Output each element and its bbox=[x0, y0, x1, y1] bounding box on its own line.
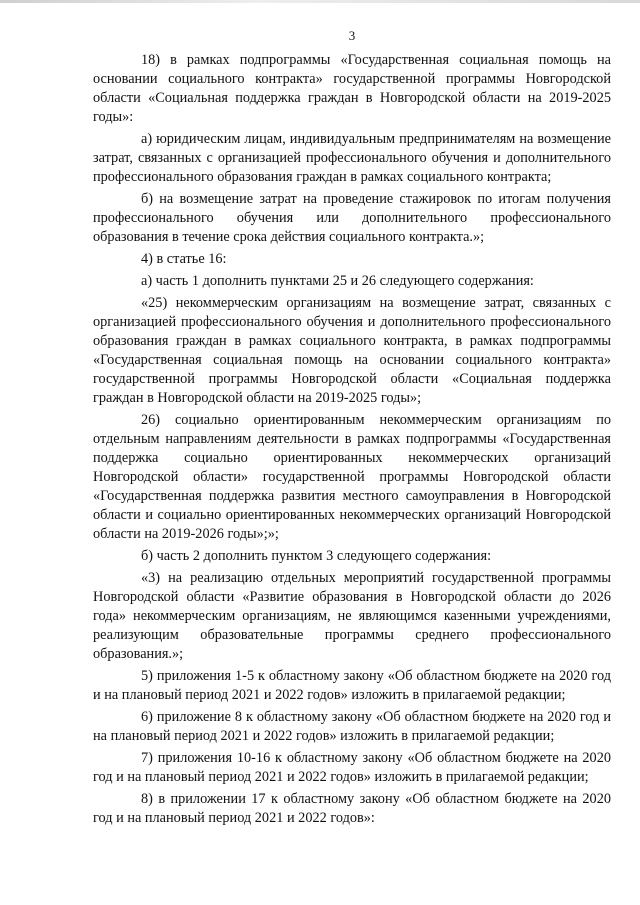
document-body bbox=[93, 51, 611, 828]
paragraph-point-25: «25) некоммерческим организациям на возмещение затрат, связанных с организацией профессионального обучения и дополнительного профессионального образования граждан в рамках социального контракта, в рамках подпрограммы «Государственная социальная помощь на основании социального контракта» государственной программы Новгородской области «Социальная поддержка граждан в Новгородской области на 2019-2025 годы»; bbox=[93, 295, 611, 406]
paragraph-subitem-b: б) на возмещение затрат на проведение стажировок по итогам получения профессионального обучения или дополнительного профессионального образования в течение срока действия социального контракта.»; bbox=[93, 191, 611, 245]
paragraph-item-7: 7) приложения 10-16 к областному закону «Об областном бюджете на 2020 год и на плановый период 2021 и 2022 годов» изложить в прилагаемой редакции; bbox=[93, 750, 611, 785]
page-number: 3 bbox=[348, 28, 356, 43]
paragraph-item-5: 5) приложения 1-5 к областному закону «Об областном бюджете на 2020 год и на плановый период 2021 и 2022 годов» изложить в прилагаемой редакции; bbox=[93, 668, 611, 703]
paragraph-part-1: а) часть 1 дополнить пунктами 25 и 26 следующего содержания: bbox=[141, 273, 534, 289]
paragraph-subitem-a: а) юридическим лицам, индивидуальным предпринимателям на возмещение затрат, связанных с организацией профессионального обучения и дополнительного профессионального образования граждан в рамках социального контракта; bbox=[93, 131, 611, 185]
paragraph-part-2: б) часть 2 дополнить пунктом 3 следующего содержания: bbox=[141, 548, 492, 564]
paragraph-point-26: 26) социально ориентированным некоммерческим организациям по отдельным направлениям деятельности в рамках подпрограммы «Государственная поддержка социально ориентированных некоммерческих организаций Новгородской области» государственной программы Новгородской области «Государственная поддержка развития местного самоуправления в Новгородской области и социально ориентированных некоммерческих организаций Новгородской области на 2019-2026 годы»;»; bbox=[93, 412, 611, 542]
paragraph-item-8: 8) в приложении 17 к областному закону «Об областном бюджете на 2020 год и на плановый период 2021 и 2022 годов»: bbox=[93, 791, 611, 826]
paragraph-item-18: 18) в рамках подпрограммы «Государственная социальная помощь на основании социального контракта» государственной программы Новгородской области «Социальная поддержка граждан в Новгородской области на 2019-2025 годы»: bbox=[93, 52, 611, 125]
paragraph-item-4: 4) в статье 16: bbox=[141, 251, 227, 267]
paragraph-point-3: «3) на реализацию отдельных мероприятий государственной программы Новгородской области «Развитие образования в Новгородской области до 2026 года» некоммерческим организациям, не являющимся казенными учреждениями, реализующим образовательные программы среднего профессионального образования.»; bbox=[93, 570, 611, 662]
paragraph-item-6: 6) приложение 8 к областному закону «Об областном бюджете на 2020 год и на плановый период 2021 и 2022 годов» изложить в прилагаемой редакции; bbox=[93, 709, 611, 744]
scan-edge bbox=[0, 0, 640, 3]
